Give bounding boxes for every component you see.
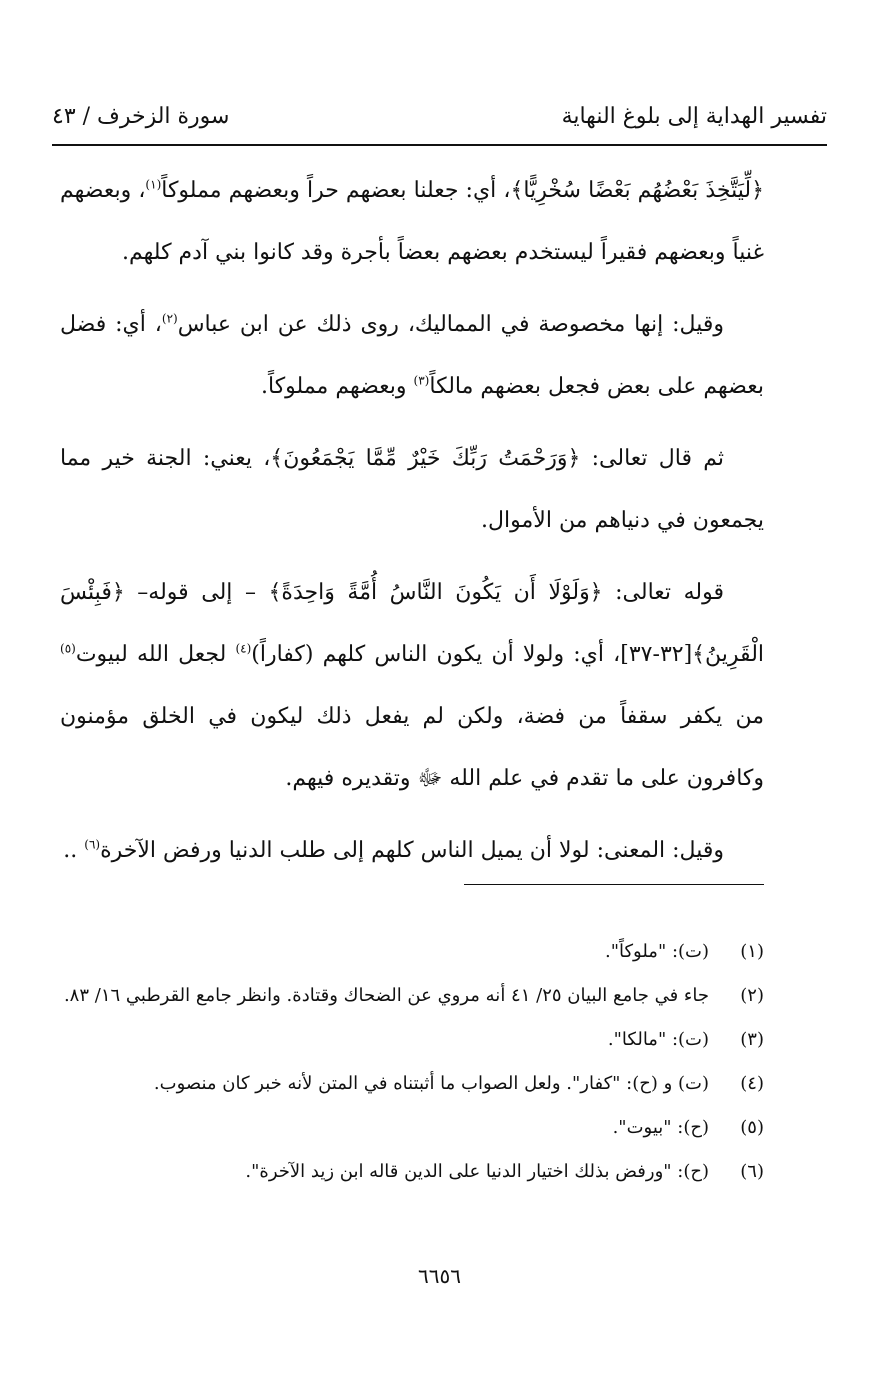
- paragraph-text: وبعضهم مملوكاً.: [261, 374, 414, 399]
- paragraph-text: وقيل: إنها مخصوصة في المماليك، روى ذلك عن ابن عباس: [177, 312, 724, 337]
- footnote-text: (ت) و (ح): "كفار". ولعل الصواب ما أثبتناه في المتن لأنه خبر كان منصوب.: [153, 1073, 709, 1094]
- page-number: ٦٦٥٦: [418, 1264, 461, 1288]
- paragraph: [60, 820, 764, 882]
- header-rule: [52, 144, 827, 146]
- footnote-marker: (٦): [84, 837, 101, 852]
- running-header: [52, 96, 827, 136]
- paragraph-text: قوله تعالى: ﴿وَلَوْلَا أَن يَكُونَ النَّاسُ أُمَّةً وَاحِدَةً﴾ – إلى قوله– ﴿فَبِئْسَ الْقَرِينُ﴾[٣٢-٣٧]، أي: ولولا أن يكون الناس كلهم (كفاراً): [60, 580, 765, 667]
- footnote-marker: (٥): [60, 641, 76, 656]
- footnote-marker: (٣): [413, 373, 430, 388]
- paragraph-text: ثم قال تعالى: ﴿وَرَحْمَتُ رَبِّكَ خَيْرٌ مِّمَّا يَجْمَعُونَ﴾، يعني: الجنة خير مما يجمعون في دنياهم من الأموال.: [60, 446, 764, 533]
- footnote-number: (٢): [740, 985, 764, 1006]
- footnote-text: (ح): "بيوت".: [612, 1117, 709, 1138]
- paragraph: [60, 294, 764, 418]
- paragraph-text: ، وبعضهم غنياً وبعضهم فقيراً ليستخدم بعضهم بعضاً بأجرة وقد كانوا بني آدم كلهم.: [60, 178, 764, 265]
- surah-title: سورة الزخرف / ٤٣: [52, 103, 230, 129]
- footnote-separator: [464, 884, 764, 885]
- paragraph-text: من يكفر سقفاً من فضة، ولكن لم يفعل ذلك ليكون في الخلق مؤمنون وكافرون على ما تقدم في علم الله ﷻ وتقديره فيهم.: [60, 704, 764, 791]
- footnote-number: (٦): [740, 1161, 764, 1182]
- footnote-text: (ت): "مالكا".: [607, 1029, 709, 1050]
- footnote-text: جاء في جامع البيان ٢٥/ ٤١ أنه مروي عن الضحاك وقتادة. وانظر جامع القرطبي ١٦/ ٨٣.: [63, 985, 709, 1006]
- footnote-number: (٣): [740, 1029, 764, 1050]
- footnote-item: [60, 1150, 764, 1194]
- footnote-text: (ح): "ورفض بذلك اختيار الدنيا على الدين قاله ابن زيد الآخرة".: [245, 1161, 709, 1182]
- footnote-text: (ت): "ملوكاً".: [604, 941, 709, 962]
- paragraph-text: ..: [63, 838, 85, 863]
- footnote-item: [60, 974, 764, 1018]
- footnote-item: [60, 1018, 764, 1062]
- footnote-marker: (٤): [235, 641, 252, 656]
- paragraph-text: لجعل الله لبيوت: [75, 642, 236, 667]
- paragraph-text: ﴿لِّيَتَّخِذَ بَعْضُهُم بَعْضًا سُخْرِيًّا﴾، أي: جعلنا بعضهم حراً وبعضهم مملوكاً: [161, 178, 764, 203]
- footnote-number: (٤): [740, 1073, 764, 1094]
- footnote-item: [60, 1106, 764, 1150]
- footnote-number: (٥): [740, 1117, 764, 1138]
- footnote-item: [60, 930, 764, 974]
- paragraph: [60, 160, 764, 284]
- footnote-marker: (٢): [161, 311, 178, 326]
- footnote-marker: (١): [145, 177, 162, 192]
- paragraph: [60, 562, 764, 810]
- paragraph-text: وقيل: المعنى: لولا أن يميل الناس كلهم إلى طلب الدنيا ورفض الآخرة: [100, 838, 724, 863]
- paragraph: [60, 428, 764, 552]
- main-text: [60, 160, 764, 892]
- footnote-item: [60, 1062, 764, 1106]
- paragraph-text: ، أي: فضل بعضهم على بعض فجعل بعضهم مالكاً: [60, 312, 764, 399]
- footnotes: [60, 930, 764, 1194]
- footnote-number: (١): [740, 941, 764, 962]
- book-title: تفسير الهداية إلى بلوغ النهاية: [561, 103, 827, 129]
